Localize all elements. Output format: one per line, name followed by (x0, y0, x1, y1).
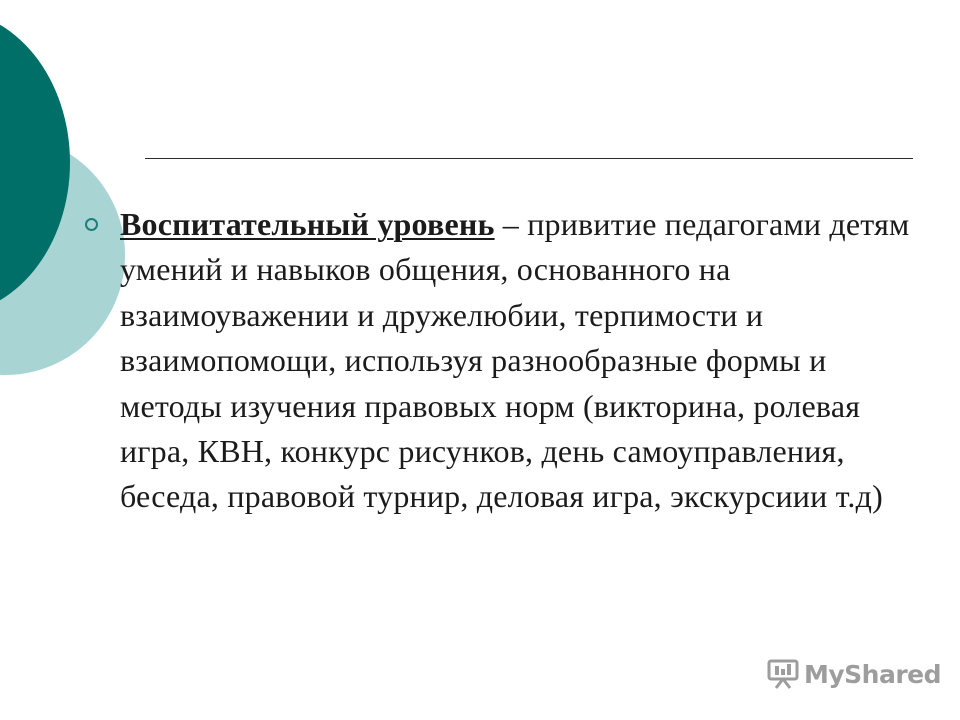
bullet-text (120, 202, 910, 520)
bullet-term: Воспитательный уровень (120, 206, 495, 242)
title-divider-line (145, 158, 913, 159)
watermark-text: MyShared (804, 659, 942, 689)
watermark (766, 657, 941, 691)
presentation-board-icon (766, 659, 800, 689)
bullet-definition: – привитие педагогами детям умений и навыков общения, основанного на взаимоуважении и дружелюбии, терпимости и взаимопомощи, используя разнообразные формы и методы изучения правовых норм (викторина, ролевая игра, КВН, конкурс рисунков, день самоуправления, беседа, правовой турнир, деловая игра, экскурсиии т.д) (120, 206, 910, 515)
hollow-circle-bullet-icon (85, 218, 98, 231)
